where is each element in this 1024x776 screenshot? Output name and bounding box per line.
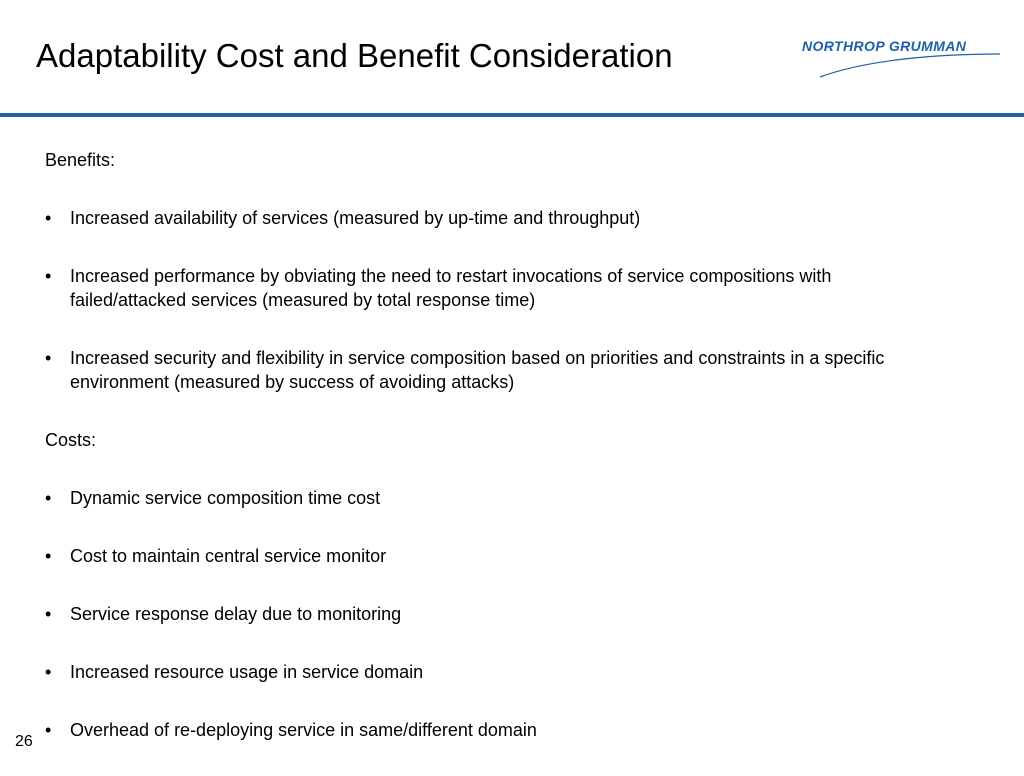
bullet-icon: • (45, 720, 52, 740)
cost-text: Overhead of re-deploying service in same/different domain (70, 720, 537, 740)
bullet-icon: • (45, 662, 52, 682)
logo-wordmark: NORTHROP GRUMMAN (802, 38, 967, 54)
northrop-grumman-logo (796, 36, 1006, 82)
bullet-icon: • (45, 208, 52, 228)
list-item (45, 346, 945, 394)
list-item (45, 544, 945, 568)
benefit-text: Increased availability of services (measured by up-time and throughput) (70, 208, 641, 228)
list-item (45, 264, 945, 312)
bullet-icon: • (45, 604, 52, 624)
bullet-icon: • (45, 546, 52, 566)
benefit-text: Increased performance by obviating the need to restart invocations of service compositions with failed/attacked services (measured by total response time) (70, 266, 832, 310)
slide-body (45, 148, 945, 776)
bullet-icon: • (45, 266, 52, 286)
cost-text: Increased resource usage in service domain (70, 662, 424, 682)
list-item (45, 602, 945, 626)
list-item (45, 486, 945, 510)
list-item (45, 718, 945, 742)
costs-label: Costs: (45, 430, 97, 450)
benefits-label: Benefits: (45, 150, 116, 170)
logo-swoosh-icon (796, 36, 1006, 82)
benefit-text: Increased security and flexibility in service composition based on priorities and constraints in a specific environment (measured by success of avoiding attacks) (70, 348, 885, 392)
slide-title: Adaptability Cost and Benefit Consideration (36, 37, 673, 74)
list-item (45, 660, 945, 684)
cost-text: Service response delay due to monitoring (70, 604, 402, 624)
bullet-icon: • (45, 348, 52, 368)
cost-text: Cost to maintain central service monitor (70, 546, 387, 566)
list-item (45, 206, 945, 230)
bullet-icon: • (45, 488, 52, 508)
page-number: 26 (15, 733, 33, 750)
cost-text: Dynamic service composition time cost (70, 488, 381, 508)
title-divider (0, 113, 1024, 117)
